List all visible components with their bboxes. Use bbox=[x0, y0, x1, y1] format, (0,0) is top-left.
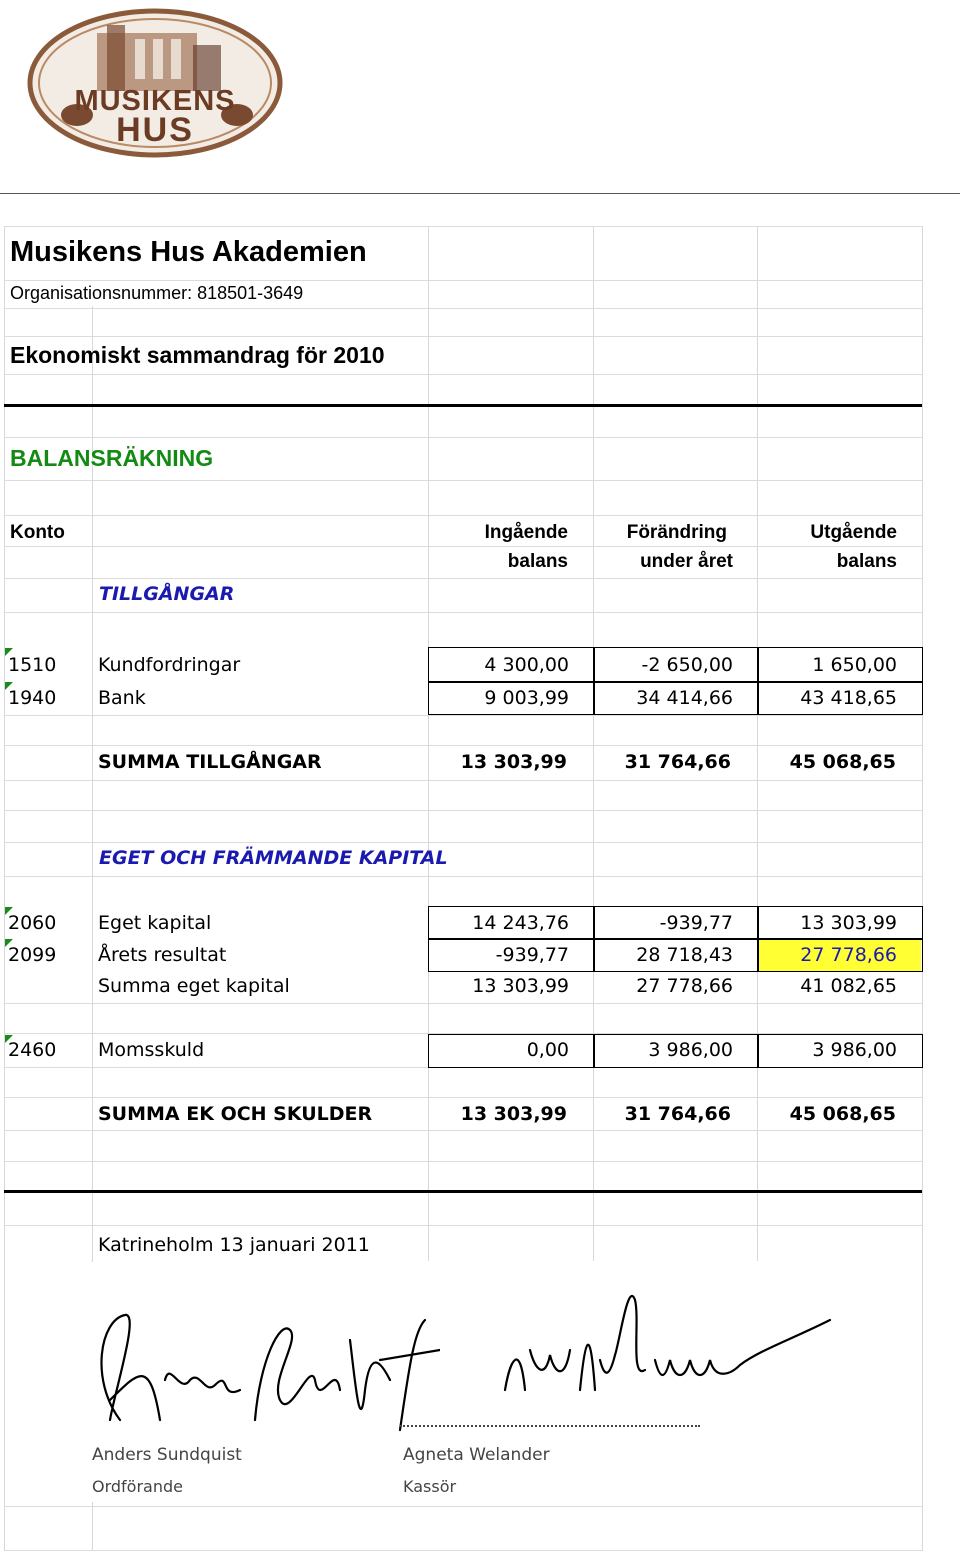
col-header-forandring-2: under året bbox=[640, 551, 733, 572]
change-value: 28 718,43 bbox=[636, 944, 733, 966]
closing-balance: 13 303,99 bbox=[800, 912, 897, 934]
signature-anders-sundquist bbox=[80, 1300, 440, 1440]
assets-sum-opening: 13 303,99 bbox=[460, 751, 567, 773]
change-value: -2 650,00 bbox=[641, 654, 733, 676]
col-header-utgaende-2: balans bbox=[836, 551, 897, 572]
logo-text-hus: HUS bbox=[116, 111, 194, 149]
assets-sum-label: SUMMA TILLGÅNGAR bbox=[98, 751, 322, 773]
signer-role: Ordförande bbox=[92, 1477, 183, 1496]
signature-dotted-line bbox=[400, 1425, 700, 1427]
summary-title: Ekonomiskt sammandrag för 2010 bbox=[10, 342, 385, 368]
assets-title: TILLGÅNGAR bbox=[99, 583, 235, 605]
section-rule-top bbox=[4, 404, 922, 407]
account-number: 1940 bbox=[8, 687, 57, 709]
equity-title: EGET OCH FRÄMMANDE KAPITAL bbox=[99, 847, 448, 869]
opening-balance: 14 243,76 bbox=[472, 912, 569, 934]
signer-name: Anders Sundquist bbox=[92, 1445, 242, 1465]
change-value: 34 414,66 bbox=[636, 687, 733, 709]
equity-subtotal-opening: 13 303,99 bbox=[472, 975, 569, 997]
signature-agneta-welander bbox=[490, 1280, 850, 1420]
col-header-konto: Konto bbox=[10, 522, 65, 543]
equity-subtotal-label: Summa eget kapital bbox=[98, 975, 290, 997]
place-date: Katrineholm 13 januari 2011 bbox=[98, 1234, 370, 1256]
opening-balance: -939,77 bbox=[495, 944, 569, 966]
logo bbox=[25, 5, 285, 160]
signer-name: Agneta Welander bbox=[403, 1445, 550, 1465]
account-name: Bank bbox=[98, 687, 146, 709]
equity-subtotal-closing: 41 082,65 bbox=[800, 975, 897, 997]
org-number: Organisationsnummer: 818501-3649 bbox=[10, 283, 304, 303]
account-name: Kundfordringar bbox=[98, 654, 241, 676]
account-number: 2099 bbox=[8, 944, 57, 966]
col-header-utgaende-1: Utgående bbox=[810, 522, 897, 543]
closing-balance: 1 650,00 bbox=[812, 654, 897, 676]
account-name: Momsskuld bbox=[98, 1039, 205, 1061]
equity-subtotal-change: 27 778,66 bbox=[636, 975, 733, 997]
opening-balance: 9 003,99 bbox=[484, 687, 569, 709]
col-header-ingaende-2: balans bbox=[507, 551, 568, 572]
equity-sum-label: SUMMA EK OCH SKULDER bbox=[98, 1103, 373, 1125]
col-header-forandring-1: Förändring bbox=[626, 522, 727, 543]
assets-row-divider bbox=[428, 681, 923, 683]
top-rule bbox=[0, 193, 960, 194]
section-rule-bottom bbox=[4, 1190, 922, 1193]
equity-sum-closing: 45 068,65 bbox=[789, 1103, 896, 1125]
equity-sum-change: 31 764,66 bbox=[624, 1103, 731, 1125]
change-value: -939,77 bbox=[659, 912, 733, 934]
change-value: 3 986,00 bbox=[648, 1039, 733, 1061]
account-name: Eget kapital bbox=[98, 912, 212, 934]
account-number: 1510 bbox=[8, 654, 57, 676]
signer-role: Kassör bbox=[403, 1477, 457, 1496]
section-title-balansrakning: BALANSRÄKNING bbox=[10, 445, 214, 471]
opening-balance: 0,00 bbox=[526, 1039, 569, 1061]
logo-text-musikens: MUSIKENS bbox=[74, 85, 236, 117]
org-name: Musikens Hus Akademien bbox=[10, 236, 367, 268]
assets-sum-closing: 45 068,65 bbox=[789, 751, 896, 773]
equity-sum-opening: 13 303,99 bbox=[460, 1103, 567, 1125]
account-number: 2460 bbox=[8, 1039, 57, 1061]
col-header-ingaende-1: Ingående bbox=[484, 522, 568, 543]
opening-balance: 4 300,00 bbox=[484, 654, 569, 676]
closing-balance: 27 778,66 bbox=[800, 944, 897, 966]
assets-sum-change: 31 764,66 bbox=[624, 751, 731, 773]
account-number: 2060 bbox=[8, 912, 57, 934]
closing-balance: 3 986,00 bbox=[812, 1039, 897, 1061]
closing-balance: 43 418,65 bbox=[800, 687, 897, 709]
account-name: Årets resultat bbox=[98, 944, 227, 966]
